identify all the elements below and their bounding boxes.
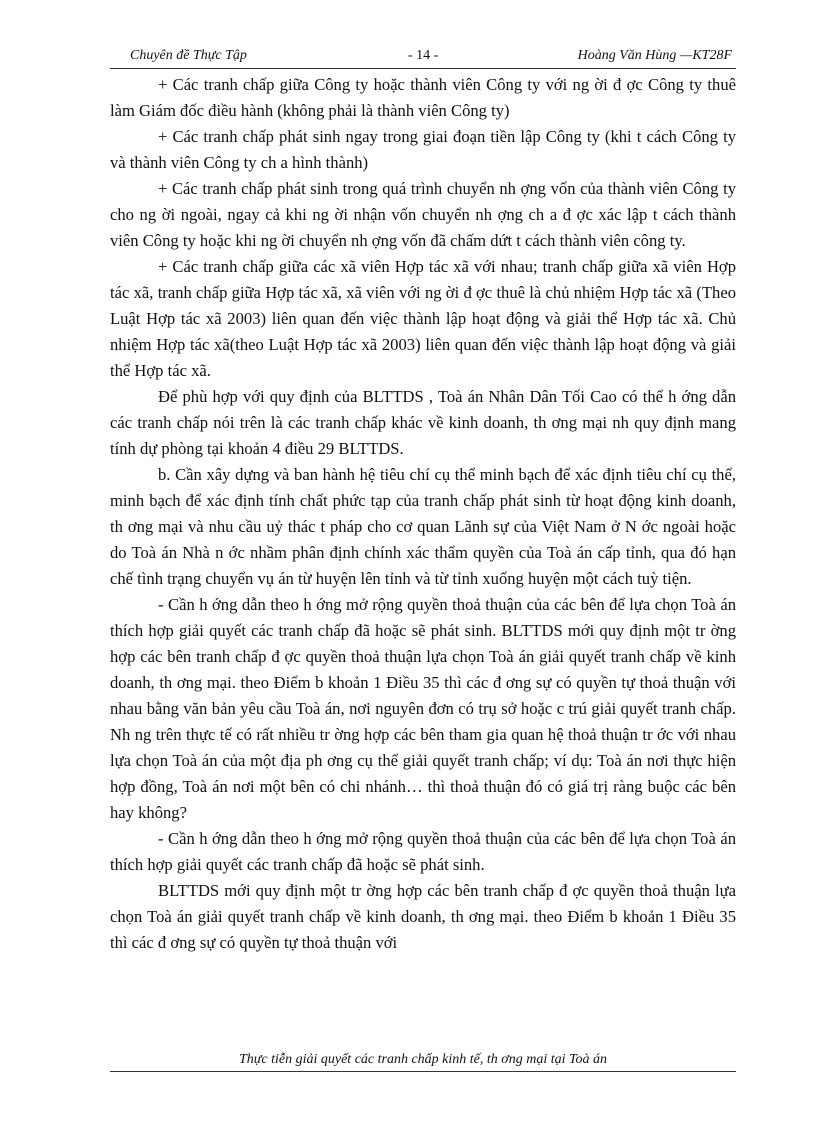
page-header	[110, 44, 736, 69]
paragraph: - Cần h ớng dẫn theo h ớng mở rộng quyền thoả thuận của các bên để lựa chọn Toà án thích hợp giải quyết các tranh chấp đã hoặc sẽ phát sinh.	[110, 829, 736, 874]
paragraph: b. Cần xây dựng và ban hành hệ tiêu chí cụ thể minh bạch để xác định tiêu chí cụ thể, minh bạch để xác định tính chất phức tạp của tranh chấp phát sinh từ hoạt động kinh doanh, th ơng mại và nhu cầu uỷ thác t pháp cho cơ quan Lãnh sự của Việt Nam ở N ớc ngoài hoặc do Toà án Nhà n ớc nhầm phân định chính xác thẩm quyền của Toà án cấp tỉnh, qua đó hạn chế tình trạng chuyển vụ án từ huyện lên tỉnh và từ tỉnh xuống huyện một cách tuỳ tiện.	[110, 465, 736, 588]
paragraph: BLTTDS mới quy định một tr ờng hợp các bên tranh chấp đ ợc quyền thoả thuận lựa chọn Toà án giải quyết tranh chấp về kinh doanh, th ơng mại. theo Điểm b khoản 1 Điều 35 thì các đ ơng sự có quyền tự thoả thuận với	[110, 881, 736, 952]
paragraph: + Các tranh chấp phát sinh trong quá trình chuyển nh ợng vốn của thành viên Công ty cho ng ời ngoài, ngay cả khi ng ời nhận vốn chuyển nh ợng ch a đ ợc xác lập t cách thành viên Công ty hoặc khi ng ời chuyển nh ợng vốn đã chấm dứt t cách thành viên công ty.	[110, 179, 736, 250]
header-title: Chuyên đề Thực Tập	[130, 48, 247, 63]
paragraph: + Các tranh chấp giữa Công ty hoặc thành viên Công ty với ng ời đ ợc Công ty thuê làm Giám đốc điều hành (không phải là thành viên Công ty)	[110, 75, 736, 120]
paragraph: + Các tranh chấp giữa các xã viên Hợp tác xã với nhau; tranh chấp giữa xã viên Hợp tác xã, tranh chấp giữa Hợp tác xã, xã viên với ng ời đ ợc thuê là chủ nhiệm Hợp tác xã (Theo Luật Hợp tác xã 2003) liên quan đến việc thành lập hoạt động và giải thể Hợp tác xã. Chủ nhiệm Hợp tác xã(theo Luật Hợp tác xã 2003) liên quan đến việc thành lập hoạt động và giải thể Hợp tác xã.	[110, 257, 736, 380]
page-number: - 14 -	[408, 48, 439, 63]
page-footer: Thực tiễn giải quyết các tranh chấp kinh tế, th ơng mại tại Toà án	[110, 1052, 736, 1072]
paragraph: + Các tranh chấp phát sinh ngay trong giai đoạn tiền lập Công ty (khi t cách Công ty và thành viên Công ty ch a hình thành)	[110, 127, 736, 172]
document-body	[110, 72, 736, 956]
header-author: Hoàng Văn Hùng —KT28F	[577, 48, 732, 63]
paragraph: - Cần h ớng dẫn theo h ớng mở rộng quyền thoả thuận của các bên để lựa chọn Toà án thích hợp giải quyết các tranh chấp đã hoặc sẽ phát sinh. BLTTDS mới quy định một tr ờng hợp các bên tranh chấp đ ợc quyền thoả thuận lựa chọn Toà án giải quyết tranh chấp về kinh doanh, th ơng mại. theo Điểm b khoản 1 Điều 35 thì các đ ơng sự có quyền tự thoả thuận với nhau bằng văn bản yêu cầu Toà án, nơi nguyên đơn có trụ sở hoặc c trú giải quyết tranh chấp. Nh ng trên thực tế có rất nhiều tr ờng hợp các bên tham gia quan hệ thoả thuận tr ớc với nhau lựa chọn Toà án của một địa ph ơng cụ thể giải quyết tranh chấp; ví dụ: Toà án nơi thực hiện hợp đồng, Toà án nơi một bên có chi nhánh… thì thoả thuận đó có giá trị ràng buộc các bên hay không?	[110, 595, 736, 822]
paragraph: Để phù hợp với quy định của BLTTDS , Toà án Nhân Dân Tối Cao có thể h ớng dẫn các tranh chấp nói trên là các tranh chấp khác về kinh doanh, th ơng mại nh quy định mang tính dự phòng tại khoản 4 điều 29 BLTTDS.	[110, 387, 736, 458]
